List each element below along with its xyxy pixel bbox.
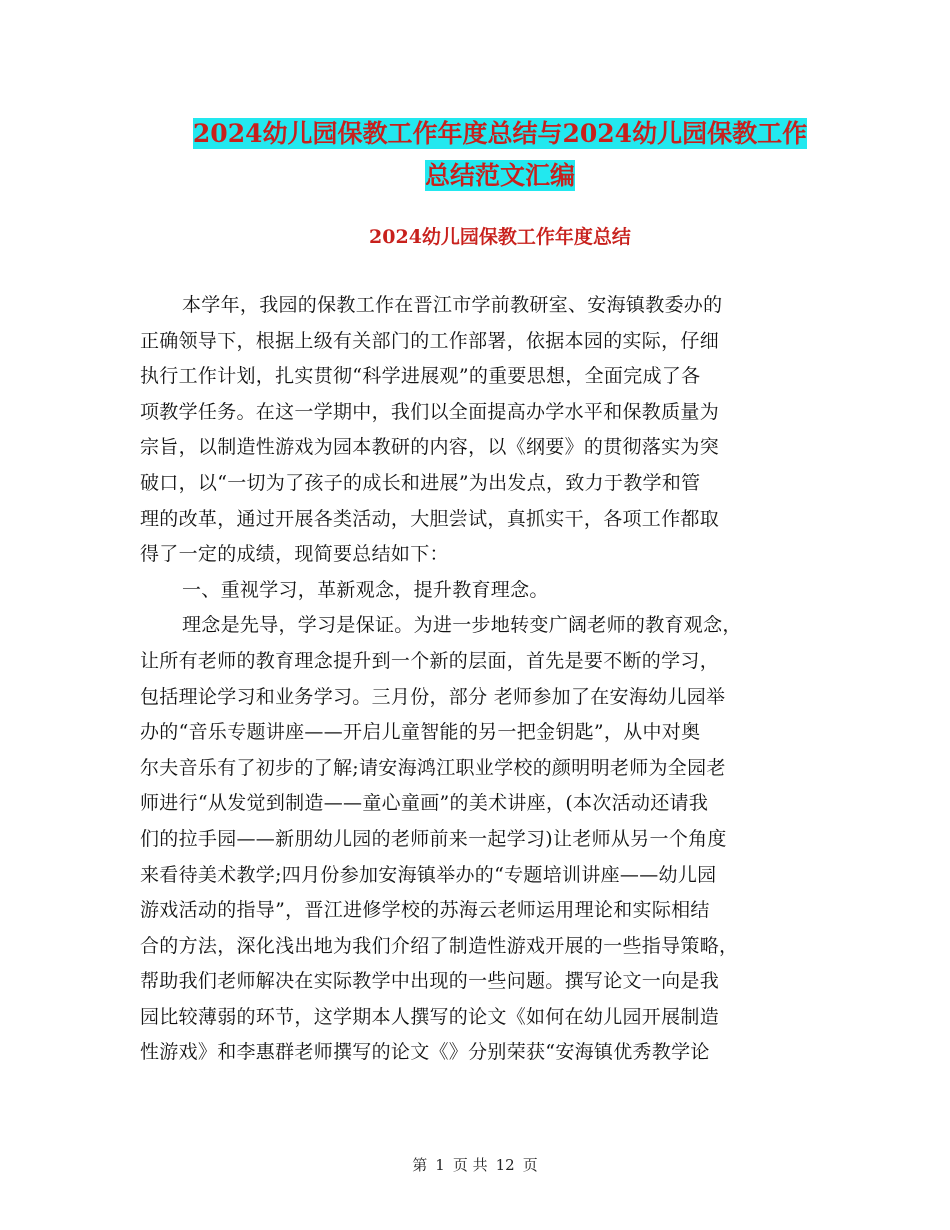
page-label-prefix: 第 <box>412 1156 428 1174</box>
page-total: 12 <box>495 1156 515 1174</box>
paragraph-line: 园比较薄弱的环节，这学期本人撰写的论文《如何在幼儿园开展制造 <box>140 1005 720 1028</box>
heading-line: 一、重视学习，革新观念，提升教育理念。 <box>182 578 549 601</box>
document-title <box>140 113 860 197</box>
paragraph-line: 游戏活动的指导”，晋江进修学校的苏海云老师运用理论和实际相结 <box>140 899 710 922</box>
paragraph-line: 本学年，我园的保教工作在晋江市学前教研室、安海镇教委办的 <box>182 294 723 316</box>
document-title-line-1: 2024幼儿园保教工作年度总结与2024幼儿园保教工作 <box>192 119 808 148</box>
paragraph-line: 执行工作计划，扎实贯彻“科学进展观”的重要思想，全面完成了各 <box>140 365 701 388</box>
paragraph-line: 办的“音乐专题讲座——开启儿童智能的另一把金钥匙”，从中对奥 <box>140 721 701 744</box>
paragraph-line: 理念是先导，学习是保证。为进一步地转变广阔老师的教育观念， <box>182 614 742 637</box>
paragraph-line: 帮助我们老师解决在实际教学中出现的一些问题。撰写论文一向是我 <box>140 970 720 993</box>
document-title-line-2: 总结范文汇编 <box>424 161 575 190</box>
paragraph-line: 破口，以“一切为了孩子的成长和进展”为出发点，致力于教学和管 <box>140 471 701 494</box>
section-title: 2024幼儿园保教工作年度总结 <box>369 226 631 248</box>
paragraph-line: 让所有老师的教育理念提升到一个新的层面，首先是要不断的学习， <box>140 649 720 672</box>
paragraph-line: 师进行“从发觉到制造——童心童画”的美术讲座，(本次活动还请我 <box>140 792 709 815</box>
paragraph-line: 得了一定的成绩，现简要总结如下： <box>140 543 449 566</box>
paragraph-line: 宗旨，以制造性游戏为园本教研的内容，以《纲要》的贯彻落实为突 <box>140 436 720 459</box>
paragraph-line: 项教学任务。在这一学期中，我们以全面提高办学水平和保教质量为 <box>140 400 720 423</box>
paragraph-line: 来看待美术教学;四月份参加安海镇举办的“专题培训讲座——幼儿园 <box>140 863 717 886</box>
paragraph-line: 合的方法，深化浅出地为我们介绍了制造性游戏开展的一些指导策略， <box>140 934 739 957</box>
paragraph-line: 们的拉手园——新朋幼儿园的老师前来一起学习)让老师从另一个角度 <box>140 827 727 850</box>
body-text <box>140 288 800 1071</box>
page-label-mid: 页 共 <box>452 1156 488 1174</box>
paragraph-line: 包括理论学习和业务学习。三月份，部分 老师参加了在安海幼儿园举 <box>140 685 726 708</box>
page-label-suffix: 页 <box>522 1156 538 1174</box>
paragraph-line: 性游戏》和李惠群老师撰写的论文《》分别荣获“安海镇优秀教学论 <box>140 1041 710 1064</box>
page-number: 1 <box>435 1156 445 1174</box>
paragraph-line: 尔夫音乐有了初步的了解;请安海鸿江职业学校的颜明明老师为全园老 <box>140 756 726 779</box>
paragraph-line: 理的改革，通过开展各类活动，大胆尝试，真抓实干，各项工作都取 <box>140 507 720 530</box>
page-footer <box>0 1154 950 1175</box>
paragraph-line: 正确领导下，根据上级有关部门的工作部署，依据本园的实际，仔细 <box>140 329 720 352</box>
